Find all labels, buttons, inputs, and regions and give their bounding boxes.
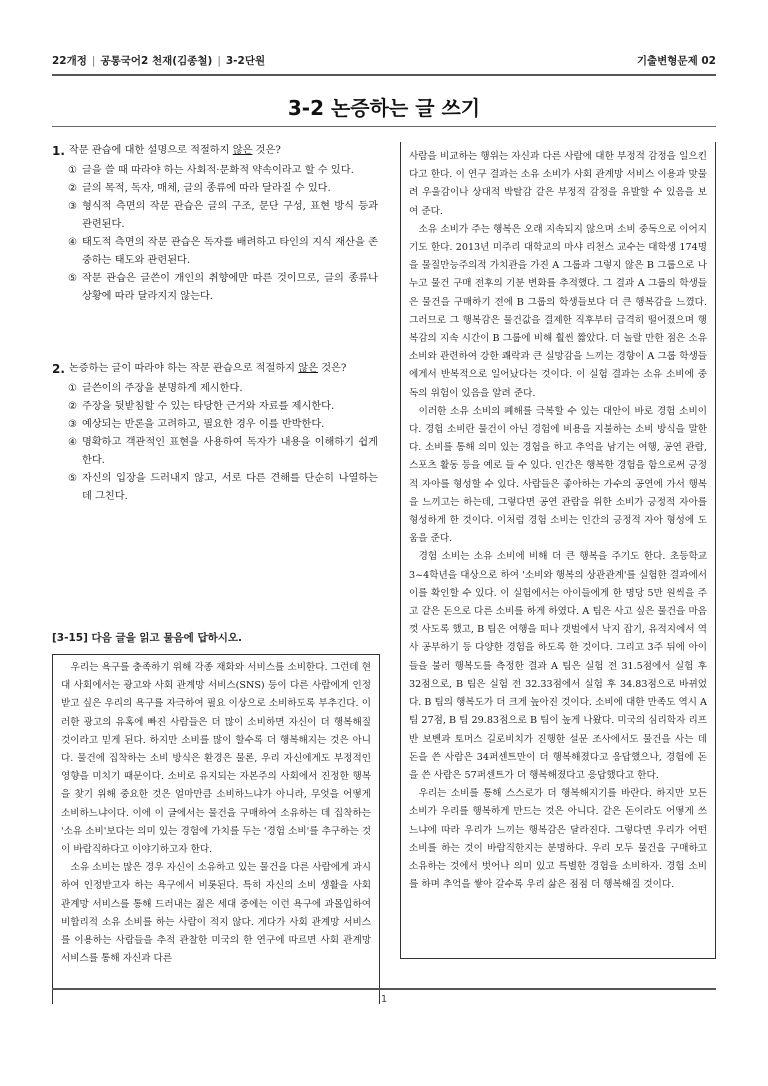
stem-part: 논증하는 글이 따라야 하는 작문 관습으로 적절하지 xyxy=(68,363,299,374)
question-number: 2. xyxy=(52,362,65,376)
passage-text xyxy=(61,659,371,968)
choice-mark: ② xyxy=(68,401,78,412)
header-subject: 공통국어2 천재(김종철) xyxy=(100,54,213,67)
title-rule xyxy=(52,126,716,127)
choice-text: 글쓴이의 주장을 분명하게 제시한다. xyxy=(82,383,243,394)
choice-item[interactable] xyxy=(68,416,378,434)
choice-item[interactable] xyxy=(68,198,378,234)
question-number: 1. xyxy=(52,144,65,158)
choice-mark: ④ xyxy=(68,237,78,248)
choice-text: 명확하고 객관적인 표현을 사용하여 독자가 내용을 이해하기 쉽게 한다. xyxy=(82,437,378,466)
choice-item[interactable] xyxy=(68,270,378,306)
choice-mark: ① xyxy=(68,165,78,176)
header-rule xyxy=(52,74,716,76)
choice-list xyxy=(68,380,378,506)
passage-box-left xyxy=(52,654,380,1004)
passage-paragraph: 소유 소비는 많은 경우 자신이 소유하고 있는 물건을 다른 사람에게 과시하여 인정받고자 하는 욕구에서 비롯된다. 특히 자신의 소비 생활을 사회 관계망 서비스를 통해 드러내는 젊은 세대 중에는 이런 욕구에 과몰입하여 비합리적 소유 소비를 하는 사람이 적지 않다. 게다가 사회 관계망 서비스를 이용하는 사람들을 추적 관찰한 미국의 한 연구에 따르면 사회 관계망 서비스를 통해 자신과 다른 xyxy=(61,862,371,965)
question-text xyxy=(69,360,378,378)
stem-part: 것은? xyxy=(317,363,347,374)
choice-mark: ③ xyxy=(68,201,78,212)
choice-item[interactable] xyxy=(68,434,378,470)
passage-box-right xyxy=(400,142,716,959)
choice-item[interactable] xyxy=(68,234,378,270)
stem-part: 것은? xyxy=(252,145,281,156)
question-stem xyxy=(52,142,378,160)
page-number: 1 xyxy=(380,994,388,1005)
choice-text: 예상되는 반론을 고려하고, 필요한 경우 이를 반박한다. xyxy=(82,419,325,430)
passage-paragraph: 경험 소비는 소유 소비에 비해 더 큰 행복을 주기도 한다. 초등학교 3~4학년을 대상으로 하여 '소비와 행복의 상관관계'를 실험한 결과에서 이를 확인할 수 있다. 이 실험에서는 아이들에게 한 명당 5만 원씩을 주고 같은 돈으로 다른 소비를 하게 하였다. A 팀은 사고 싶은 물건을 마음껏 사도록 했고, B 팀은 여행을 떠나 갯벌에서 낙지 잡기, 유적지에서 역사 공부하기 등 다양한 경험을 하도록 한 것이다. 그리고 3주 뒤에 아이들을 불러 행복도를 측정한 결과 A 팀은 실험 전 31.5점에서 실험 후 32점으로, B 팀은 실험 전 32.33점에서 실험 후 34.83점으로 바뀌었다. B 팀의 행복도가 더 크게 높아진 것이다. 소비에 대한 만족도 역시 A 팀 27점, B 팀 29.83점으로 B 팀이 높게 나왔다. 미국의 심리학자 리프 반 보벤과 토머스 길로비치가 진행한 설문 조사에서도 물건을 사는 데 돈을 쓴 사람은 34퍼센트만이 더 행복해졌다고 응답했으나, 경험에 돈을 쓴 사람은 57퍼센트가 더 행복해졌다고 응답했다고 한다. xyxy=(409,551,707,781)
choice-text: 주장을 뒷받침할 수 있는 타당한 근거와 자료를 제시한다. xyxy=(82,401,335,412)
choice-mark: ② xyxy=(68,183,78,194)
question-text xyxy=(69,142,378,160)
header-right: 기출변형문제 02 xyxy=(636,54,716,67)
choice-text: 글을 쓸 때 따라야 하는 사회적·문화적 약속이라고 할 수 있다. xyxy=(82,165,354,176)
footer-rule xyxy=(52,988,716,990)
choice-text: 글의 목적, 독자, 매체, 글의 종류에 따라 달라질 수 있다. xyxy=(82,183,331,194)
header-separator: | xyxy=(91,54,96,67)
choice-item[interactable] xyxy=(68,398,378,416)
choice-mark: ④ xyxy=(68,437,78,448)
choice-mark: ⑤ xyxy=(68,273,78,284)
passage-paragraph: 우리는 소비를 통해 스스로가 더 행복해지기를 바란다. 하지만 모든 소비가 우리를 행복하게 만드는 것은 아니다. 같은 돈이라도 어떻게 쓰느냐에 따라 우리가 느끼는 행복감은 달라진다. 그렇다면 우리가 어떤 소비를 하는 것이 바람직한지는 분명하다. 우리 모두 물건을 구매하고 소유하는 것에서 벗어나 의미 있고 특별한 경험을 소비하자. 경험 소비를 하며 추억을 쌓아 갈수록 우리 삶은 점점 더 행복해질 것이다. xyxy=(409,788,707,891)
passage-instruction: [3-15] 다음 글을 읽고 물음에 답하시오. xyxy=(52,632,242,644)
header-separator: | xyxy=(217,54,221,67)
passage-paragraph: 사람을 비교하는 행위는 자신과 다른 사람에 대한 부정적 감정을 일으킨다고 한다. 이 연구 결과는 소유 소비가 사회 관계망 서비스 이용과 맞물려 우울감이나 상대적 박탈감 같은 부정적 감정을 유발할 수 있음을 보여 준다. xyxy=(409,151,707,217)
choice-item[interactable] xyxy=(68,180,378,198)
passage-text xyxy=(409,148,707,894)
choice-text: 태도적 측면의 작문 관습은 독자를 배려하고 타인의 지식 재산을 존중하는 태도와 관련된다. xyxy=(82,237,378,266)
stem-underlined: 않은 xyxy=(298,363,318,374)
passage-paragraph: 이러한 소유 소비의 폐해를 극복할 수 있는 대안이 바로 경험 소비이다. 경험 소비란 물건이 아닌 경험에 비용을 지불하는 소비 방식을 말한다. 소비를 통해 의미 있는 경험을 하고 추억을 남기는 여행, 공연 관람, 스포츠 활동 등을 예로 들 수 있다. 인간은 행복한 경험을 함으로써 긍정적 자아를 형성할 수 있다. 사람들은 좋아하는 가수의 공연에 가서 행복을 느끼고는 하는데, 그렇다면 공연 관람을 위한 소비가 긍정적 자아를 형성하게 한 것이다. 이처럼 경험 소비는 인간의 긍정적 자아 형성에 도움을 준다. xyxy=(409,405,707,545)
passage-paragraph: 우리는 욕구를 충족하기 위해 각종 재화와 서비스를 소비한다. 그런데 현대 사회에서는 광고와 사회 관계망 서비스(SNS) 등이 다른 사람에게 인정받고 싶은 우리의 욕구를 자극하여 필요 이상으로 소비하도록 부추긴다. 이러한 광고의 유혹에 빠진 사람들은 더 많이 소비하면 자신이 더 행복해질 것이라고 믿게 된다. 하지만 소비를 많이 할수록 더 행복해지는 것은 아니다. 물건에 집착하는 소비 방식은 환경은 물론, 우리 자신에게도 부정적인 영향을 미치기 때문이다. 소비로 유지되는 자본주의 사회에서 진정한 행복을 찾기 위해 중요한 것은 얼마만큼 소비하느냐가 아니라, 무엇을 어떻게 소비하느냐이다. 이에 이 글에서는 물건을 구매하여 소유하는 데 집착하는 '소유 소비'보다는 의미 있는 경험에 가치를 두는 '경험 소비'를 추구하는 것이 바람직하다고 이야기하고자 한다. xyxy=(61,662,371,856)
choice-list xyxy=(68,162,378,306)
header-unit: 3-2단원 xyxy=(225,54,266,67)
choice-text: 자신의 입장을 드러내지 않고, 서로 다른 견해를 단순히 나열하는 데 그친다. xyxy=(82,473,378,502)
choice-item[interactable] xyxy=(68,470,378,506)
header-course: 22개정 xyxy=(52,54,87,67)
choice-item[interactable] xyxy=(68,380,378,398)
stem-part: 작문 관습에 대한 설명으로 적절하지 xyxy=(68,145,233,156)
passage-paragraph: 소유 소비가 주는 행복은 오래 지속되지 않으며 소비 중독으로 이어지기도 한다. 2013년 미주리 대학교의 마샤 리천스 교수는 대학생 174명을 물질만능주의적 가치관을 가진 A 그룹과 그렇지 않은 B 그룹으로 나누고 물건 구매 전후의 기분 변화를 추적했다. 그 결과 A 그룹의 학생들은 물건을 구매하기 전에 B 그룹의 학생들보다 더 큰 행복감을 느꼈다. 그러므로 그 행복감은 물건값을 결제한 직후부터 급격히 떨어졌으며 행복감의 지속 시간이 B 그룹에 비해 훨씬 짧았다. 더 놀랄 만한 점은 소유 소비와 관련하여 강한 쾌락과 큰 실망감을 느끼는 경향이 A 그룹 학생들에게서 반복적으로 일어났다는 것이다. 이 실험 결과는 소유 소비에 중독의 위험이 있음을 알려 준다. xyxy=(409,223,707,399)
question-1 xyxy=(52,142,378,306)
choice-mark: ① xyxy=(68,383,78,394)
choice-text: 작문 관습은 글쓴이 개인의 취향에만 따른 것이므로, 글의 종류나 상황에 따라 달라지지 않는다. xyxy=(82,273,378,302)
stem-underlined: 않은 xyxy=(232,145,253,156)
page-header xyxy=(52,50,716,70)
choice-text: 형식적 측면의 작문 관습은 글의 구조, 문단 구성, 표현 방식 등과 관련된다. xyxy=(82,201,378,230)
header-left xyxy=(52,53,265,68)
choice-item[interactable] xyxy=(68,162,378,180)
question-stem xyxy=(52,360,378,378)
question-2 xyxy=(52,360,378,506)
page-title: 3-2 논증하는 글 쓰기 xyxy=(287,96,481,120)
choice-mark: ⑤ xyxy=(68,473,78,484)
choice-mark: ③ xyxy=(68,419,78,430)
